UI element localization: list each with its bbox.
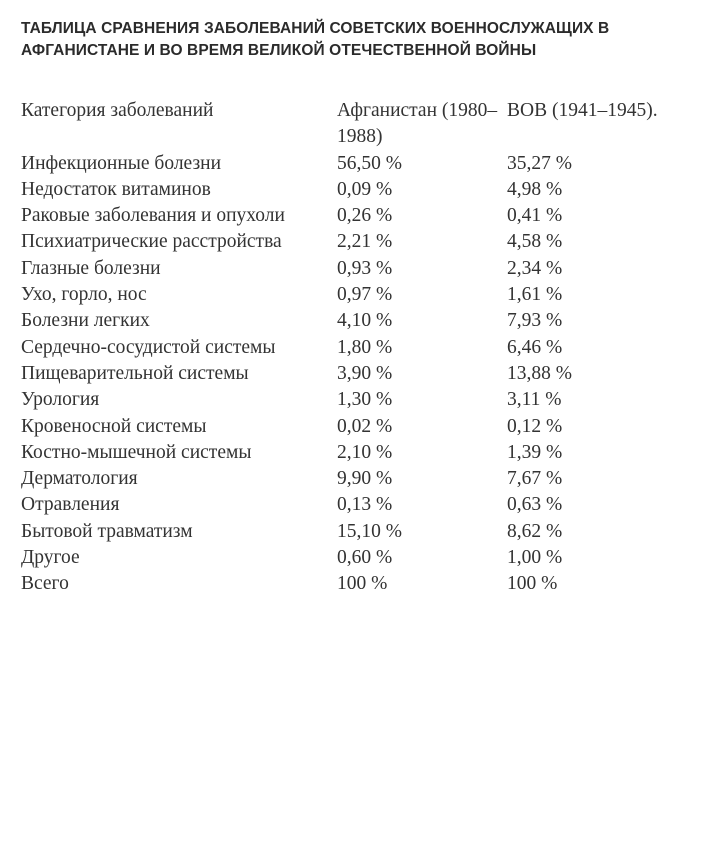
cell-wwii: 2,34 % bbox=[507, 257, 563, 279]
cell-afghanistan: 100 % bbox=[337, 573, 388, 595]
cell-afghanistan: 4,10 % bbox=[337, 310, 393, 332]
table-row bbox=[21, 466, 697, 492]
cell-wwii: 7,67 % bbox=[507, 468, 563, 490]
comparison-table bbox=[21, 98, 697, 598]
cell-category: Ухо, горло, нос bbox=[21, 284, 147, 306]
cell-category: Глазные болезни bbox=[21, 257, 161, 279]
cell-afghanistan: 0,13 % bbox=[337, 494, 393, 516]
cell-afghanistan: 0,26 % bbox=[337, 205, 393, 227]
cell-afghanistan: 0,02 % bbox=[337, 415, 393, 437]
table-row bbox=[21, 361, 697, 387]
cell-wwii: 100 % bbox=[507, 573, 558, 595]
cell-wwii: 13,88 % bbox=[507, 362, 572, 384]
cell-category: Раковые заболевания и опухоли bbox=[21, 205, 285, 227]
cell-wwii: 1,61 % bbox=[507, 284, 563, 306]
table-row bbox=[21, 545, 697, 571]
cell-category: Урология bbox=[21, 389, 100, 411]
cell-wwii: 6,46 % bbox=[507, 336, 563, 358]
table-row bbox=[21, 414, 697, 440]
cell-category: Инфекционные болезни bbox=[21, 152, 222, 174]
cell-afghanistan: 0,93 % bbox=[337, 257, 393, 279]
document-page bbox=[21, 18, 701, 595]
cell-wwii: 0,63 % bbox=[507, 494, 563, 516]
table-row bbox=[21, 440, 697, 466]
cell-afghanistan: 0,97 % bbox=[337, 284, 393, 306]
cell-wwii: 1,39 % bbox=[507, 441, 563, 463]
table-row bbox=[21, 282, 697, 308]
cell-category: Недостаток витаминов bbox=[21, 178, 211, 200]
cell-afghanistan: 1,80 % bbox=[337, 336, 393, 358]
cell-afghanistan: 0,60 % bbox=[337, 547, 393, 569]
table-row bbox=[21, 335, 697, 361]
cell-wwii: 3,11 % bbox=[507, 389, 562, 411]
cell-wwii: 8,62 % bbox=[507, 520, 563, 542]
table-row bbox=[21, 177, 697, 203]
cell-category: Кровеносной системы bbox=[21, 415, 207, 437]
cell-wwii: 7,93 % bbox=[507, 310, 563, 332]
cell-wwii: 4,98 % bbox=[507, 178, 563, 200]
cell-afghanistan: 2,10 % bbox=[337, 441, 393, 463]
cell-category: Пищеварительной системы bbox=[21, 362, 249, 384]
table-row bbox=[21, 519, 697, 545]
cell-afghanistan: 56,50 % bbox=[337, 152, 402, 174]
cell-category: Психиатрические расстройства bbox=[21, 231, 282, 253]
cell-category: Отравления bbox=[21, 494, 120, 516]
cell-category: Болезни легких bbox=[21, 310, 150, 332]
cell-afghanistan: 0,09 % bbox=[337, 178, 393, 200]
table-row bbox=[21, 571, 697, 597]
page-title: ТАБЛИЦА СРАВНЕНИЯ ЗАБОЛЕВАНИЙ СОВЕТСКИХ ВОЕННОСЛУЖАЩИХ В АФГАНИСТАНЕ И ВО ВРЕМЯ ВЕЛИКОЙ ОТЕЧЕСТВЕННОЙ ВОЙНЫ bbox=[21, 20, 610, 59]
cell-afghanistan: 9,90 % bbox=[337, 468, 393, 490]
cell-afghanistan: 2,21 % bbox=[337, 231, 393, 253]
table-row bbox=[21, 256, 697, 282]
cell-afghanistan: 1,30 % bbox=[337, 389, 393, 411]
table-row bbox=[21, 151, 697, 177]
cell-wwii: 4,58 % bbox=[507, 231, 563, 253]
table-row bbox=[21, 229, 697, 255]
cell-category: Дерматология bbox=[21, 468, 138, 490]
column-header-afghanistan: Афганистан (1980–1988) bbox=[337, 100, 498, 148]
cell-category: Другое bbox=[21, 547, 80, 569]
cell-wwii: 0,12 % bbox=[507, 415, 563, 437]
cell-category: Костно-мышечной системы bbox=[21, 441, 252, 463]
cell-wwii: 0,41 % bbox=[507, 205, 563, 227]
table-row bbox=[21, 203, 697, 229]
table-header-row bbox=[21, 98, 697, 151]
column-header-category: Категория заболеваний bbox=[21, 100, 214, 121]
column-header-wwii: ВОВ (1941–1945). bbox=[507, 100, 658, 121]
cell-category: Сердечно-сосудистой системы bbox=[21, 336, 276, 358]
cell-wwii: 35,27 % bbox=[507, 152, 572, 174]
cell-category: Бытовой травматизм bbox=[21, 520, 193, 542]
cell-afghanistan: 15,10 % bbox=[337, 520, 402, 542]
table-row bbox=[21, 387, 697, 413]
table-body bbox=[21, 151, 697, 598]
table-row bbox=[21, 492, 697, 518]
cell-wwii: 1,00 % bbox=[507, 547, 563, 569]
table-row bbox=[21, 308, 697, 334]
cell-category: Всего bbox=[21, 573, 69, 595]
cell-afghanistan: 3,90 % bbox=[337, 362, 393, 384]
